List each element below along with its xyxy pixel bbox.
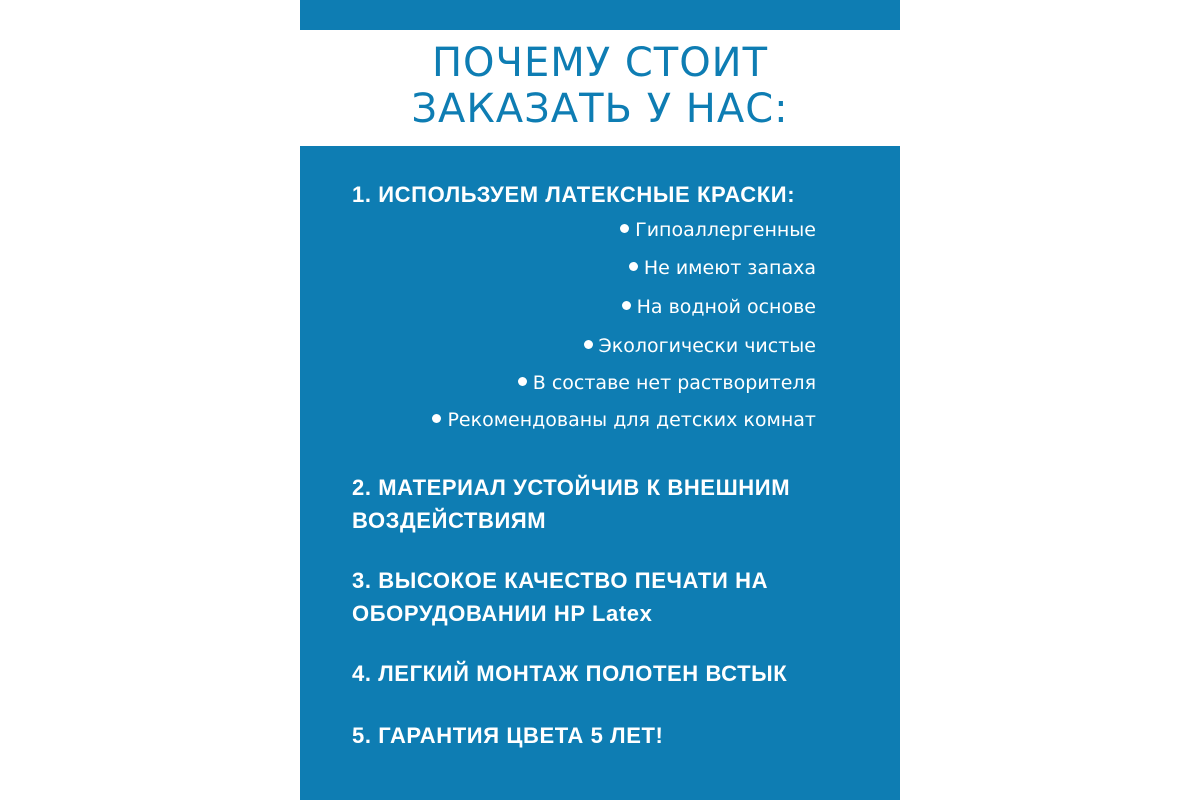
poster-heading [300,40,900,132]
feature-text: Экологически чистые [598,335,816,357]
benefit-2-title [352,471,852,537]
heading-line-2: ЗАКАЗАТЬ У НАС: [411,86,789,132]
bullet-dot-icon [620,224,629,233]
benefit-3-title-line-2: ОБОРУДОВАНИИ HP Latex [352,601,653,626]
bullet-dot-icon [622,301,631,310]
feature-item [629,257,816,279]
feature-text: Не имеют запаха [643,257,816,279]
benefit-5-title: 5. ГАРАНТИЯ ЦВЕТА 5 ЛЕТ! [352,723,664,748]
benefits-panel [300,146,900,800]
benefit-2-title-line-1: 2. МАТЕРИАЛ УСТОЙЧИВ К ВНЕШНИМ [352,475,791,500]
bullet-dot-icon [432,414,441,423]
bullet-dot-icon [629,262,638,271]
benefit-4-title: 4. ЛЕГКИЙ МОНТАЖ ПОЛОТЕН ВСТЫК [352,661,788,686]
bullet-dot-icon [518,377,527,386]
feature-item [622,296,816,318]
feature-text: Рекомендованы для детских комнат [447,409,816,431]
top-color-band [300,0,900,30]
benefit-3-title [352,564,852,630]
feature-item [620,219,816,241]
feature-item [584,335,816,357]
feature-text: Гипоаллергенные [635,219,816,241]
feature-text: На водной основе [636,296,816,318]
benefit-1-title: 1. ИСПОЛЬЗУЕМ ЛАТЕКСНЫЕ КРАСКИ: [352,182,796,207]
feature-text: В составе нет растворителя [532,372,816,394]
benefit-2-title-line-2: ВОЗДЕЙСТВИЯМ [352,508,547,533]
feature-item [432,409,816,431]
benefit-3-title-line-1: 3. ВЫСОКОЕ КАЧЕСТВО ПЕЧАТИ НА [352,568,769,593]
poster [300,0,900,800]
heading-line-1: ПОЧЕМУ СТОИТ [431,40,769,86]
feature-item [518,372,816,394]
bullet-dot-icon [584,340,593,349]
